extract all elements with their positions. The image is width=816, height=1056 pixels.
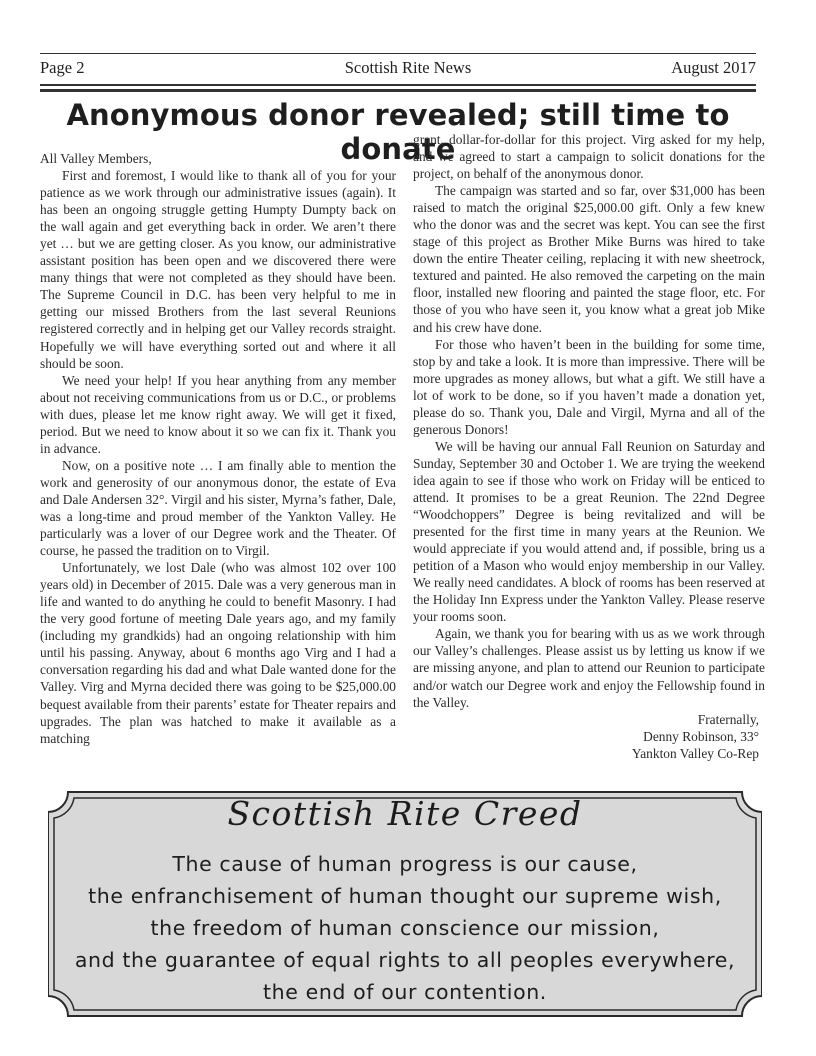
article-paragraph: We will be having our annual Fall Reunion on Saturday and Sunday, September 30 and October 1. We are trying the weekend idea again to see if those who work on Friday will be enticed to attend. It promises to be a great Reunion. The 22nd Degree “Woodchoppers” Degree is being revitalized and will be presented for the first time in many years at the Reunion. We would appreciate if you would attend and, if possible, bring us a petition of a Mason who would enjoy membership in our Valley. We really need candidates. A block of rooms has been reserved at the Holiday Inn Express under the Yankton Valley. Please reserve your rooms soon. (413, 438, 765, 625)
signature-block (413, 711, 765, 762)
article-paragraph: For those who haven’t been in the building for some time, stop by and take a look. It is more than impressive. There will be more upgrades as money allows, but what a gift. We still have a lot of work to be done, so if you haven’t made a donation yet, please do so. Thank you, Dale and Virgil, Myrna and all of the generous Donors! (413, 336, 765, 437)
article-headline: Anonymous donor revealed; still time to donate (66, 98, 730, 166)
creed-line: the freedom of human conscience our mission, (150, 916, 660, 940)
article-paragraph: grant, dollar-for-dollar for this project. Virg asked for my help, and we agreed to start a campaign to solicit donations for the project, on behalf of the anonymous donor. (413, 132, 765, 182)
header-double-rule-thin (40, 84, 756, 86)
creed-text (48, 848, 762, 1008)
header-double-rule-thick (40, 89, 756, 92)
article-paragraph: First and foremost, I would like to thank all of you for your patience as we work through our administrative issues (again). It has been an ongoing struggle getting Humpty Dumpty back on the wall again and get everything back in order. We aren’t there yet … but we are getting closer. As you know, our administrative assistant position has been open and we discovered there were many things that were not completed as they should have been. The Supreme Council in D.C. has been very helpful to me in getting our missed Brothers from the last several Reunions registered correctly and in helping get our Valley records straight. Hopefully we will have everything sorted out and where it all should be soon. (40, 168, 396, 371)
creed-line: the end of our contention. (263, 980, 547, 1004)
article-column-right (413, 131, 765, 762)
article-column-left (40, 150, 396, 747)
article-paragraph: Again, we thank you for bearing with us as we work through our Valley’s challenges. Please assist us by letting us know if we are missing anyone, and plan to attend our Reunion to participate and/or watch our Degree work and enjoy the Fellowship found in the Valley. (413, 626, 765, 710)
article-paragraph: Unfortunately, we lost Dale (who was almost 102 over 100 years old) in December of 2015. Dale was a very generous man in life and wanted to do anything he could to benefit Masonry. I had the very good fortune of meeting Dale years ago, and my family (including my grandkids) had an ongoing relationship with him until his passing. Anyway, about 6 months ago Virg and I had a conversation regarding his dad and what Dale wanted done for the Valley. Virg and Myrna decided there was going to be $25,000.00 bequest available from their parents’ estate for Theater repairs and upgrades. The plan was hatched to make it available as a matching (40, 560, 396, 746)
signoff-title: Yankton Valley Co-Rep (631, 745, 759, 761)
header-top-rule (40, 53, 756, 54)
creed-line: the enfranchisement of human thought our supreme wish, (88, 884, 722, 908)
article-paragraph: The campaign was started and so far, over $31,000 has been raised to match the original $25,000.00 gift. Only a few knew who the donor was and the secret was kept. You can see the first stage of this project as Brother Mike Burns was hired to take down the entire Theater ceiling, replacing it with new sheetrock, textured and painted. He also removed the carpeting on the main floor, installed new flooring and painted the stage floor, etc. For those of you who have seen it, you know what a great job Mike and his crew have done. (413, 183, 765, 335)
issue-date: August 2017 (671, 58, 756, 77)
signoff-closing: Fraternally, (697, 711, 759, 727)
creed-title: Scottish Rite Creed (227, 794, 583, 833)
creed-box (48, 778, 762, 1030)
creed-line: The cause of human progress is our cause, (172, 852, 638, 876)
publication-name: Scottish Rite News (344, 58, 472, 77)
signoff-name: Denny Robinson, 33° (643, 728, 759, 744)
page-number: Page 2 (40, 58, 85, 77)
article-paragraph: Now, on a positive note … I am finally able to mention the work and generosity of our anonymous donor, the estate of Eva and Dale Andersen 32°. Virgil and his sister, Myrna’s father, Dale, was a long-time and proud member of the Yankton Valley. He particularly was a lover of our Degree work and the Theater. Of course, he passed the tradition on to Virgil. (40, 457, 396, 559)
article-paragraph: We need your help! If you hear anything from any member about not receiving communications from us or D.C., or problems with dues, please let me know right away. We will get it fixed, period. But we need to know about it so we can fix it. Thank you in advance. (40, 372, 396, 456)
creed-line: and the guarantee of equal rights to all peoples everywhere, (74, 948, 736, 972)
salutation: All Valley Members, (40, 151, 152, 166)
